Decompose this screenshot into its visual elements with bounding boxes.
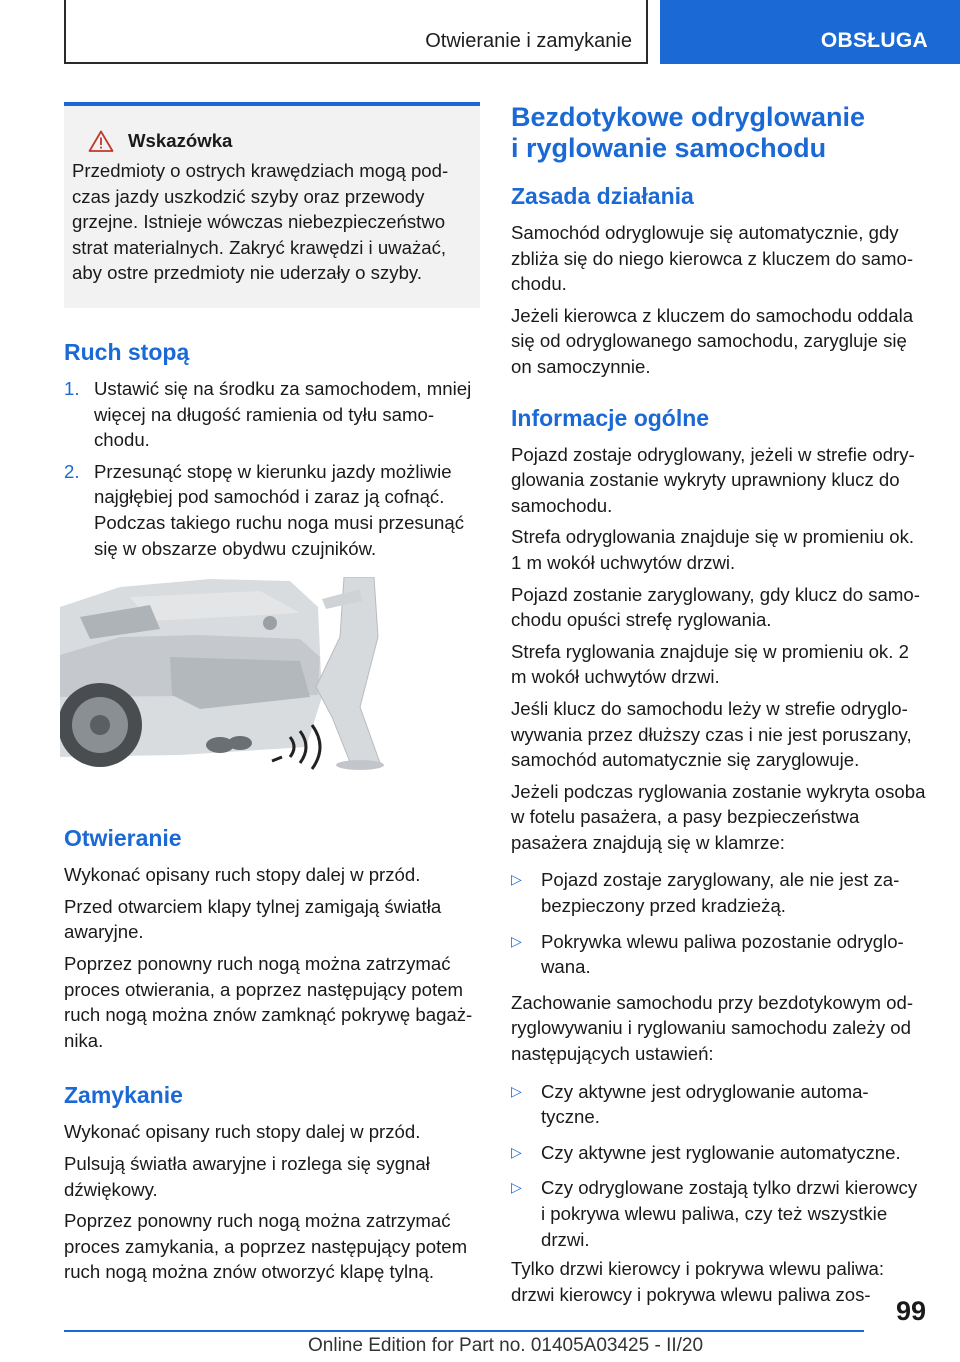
footer-divider (64, 1330, 864, 1332)
heading-zamykanie: Zamykanie (64, 1082, 183, 1109)
heading-informacje: Informacje ogólne (511, 404, 710, 431)
list-item (511, 867, 926, 918)
page-number: 99 (895, 1296, 926, 1326)
step-item (64, 459, 480, 561)
paragraph: Jeżeli kierowca z kluczem do samochodu oddala się od odryglowanego samochodu, zarygluje się on samoczynnie. (511, 304, 914, 377)
triangle-bullet-icon: ▷ (511, 1179, 522, 1196)
triangle-bullet-icon: ▷ (511, 932, 522, 949)
paragraph: Pojazd zostanie zaryglowany, gdy klucz do samo- chodu opuści strefę ryglowania. (511, 583, 920, 631)
paragraph: Jeśli klucz do samochodu leży w strefie odryglo- wywania przez dłuższy czas i nie jest poruszany, samochód automatycznie się zaryglowuje. (511, 697, 912, 771)
header-frame (64, 0, 648, 64)
section-tab-label: OBSŁUGA (820, 29, 928, 52)
section-title: Bezdotykowe odryglowanie i ryglowanie samochodu (511, 102, 866, 163)
right-column (511, 102, 926, 1313)
step-number: 2. (64, 460, 80, 482)
triangle-bullet-icon: ▷ (511, 1082, 522, 1099)
list-item-text: Pokrywka wlewu paliwa pozostanie odryglo- wana. (541, 930, 904, 978)
paragraph: Samochód odryglowuje się automatycznie, gdy zbliża się do niego kierowca z kluczem do samo- chodu. (511, 222, 914, 295)
list-item-text: Pojazd zostaje zaryglowany, ale nie jest za- bezpieczony przed kradzieżą. (541, 869, 900, 917)
warning-title: Wskazówka (128, 130, 233, 151)
paragraph: Pulsują światła awaryjne i rozlega się sygnał dźwiękowy. (64, 1152, 430, 1200)
step-text: Przesunąć stopę w kierunku jazdy możliwie najgłębiej pod samochód i zaraz ją cofnąć. Podczas takiego ruchu noga musi przesunąć się w obszarze obydwu czujników. (94, 460, 465, 559)
list-item (511, 1079, 926, 1130)
list-item (511, 1175, 926, 1252)
list-item (511, 1140, 926, 1166)
warning-box (64, 102, 480, 308)
warning-header (72, 130, 466, 152)
step-number: 1. (64, 378, 80, 399)
list-item-text: Czy odryglowane zostają tylko drzwi kierowcy i pokrywa wlewu paliwa, czy też wszystkie drzwi. (541, 1177, 918, 1250)
paragraph: Wykonać opisany ruch stopy dalej w przód. (64, 864, 421, 886)
warning-text: Przedmioty o ostrych krawędziach mogą pod- czas jazdy uszkodzić szyby oraz przewody grzejne. Istnieje wówczas niebezpieczeństwo strat materialnych. Zakryć krawędzi i uważać, aby ostre przedmioty nie uderzały o szyby. (72, 160, 449, 284)
list-item-text: Czy aktywne jest odryglowanie automa- tyczne. (541, 1080, 869, 1128)
paragraph: Wykonać opisany ruch stopy dalej w przód. (64, 1121, 421, 1143)
paragraph: Tylko drzwi kierowcy i pokrywa wlewu paliwa: drzwi kierowcy i pokrywa wlewu paliwa zos- (511, 1258, 885, 1305)
section-tab[interactable] (660, 0, 960, 64)
kick-sensor-illustration (60, 577, 396, 770)
list-item-text: Czy aktywne jest ryglowanie automatyczne. (541, 1141, 901, 1163)
paragraph: Poprzez ponowny ruch nogą można zatrzymać proces otwierania, a poprzez następujący potem ruch nogą można znów zamknąć pokrywę bagaż- nika. (64, 952, 473, 1051)
step-item (64, 376, 480, 453)
step-text: Ustawić się na środku za samochodem, mniej więcej na długość ramienia od tyłu samo- chodu. (94, 378, 472, 451)
heading-ruch-stopa: Ruch stopą (64, 339, 190, 365)
paragraph: Jeżeli podczas ryglowania zostanie wykryta osoba w fotelu pasażera, a pasy bezpieczeństwa pasażera znajdują się w klamrze: (511, 780, 926, 853)
chapter-title: Otwieranie i zamykanie (425, 30, 632, 52)
warning-triangle-icon (88, 130, 114, 152)
edition-note: Online Edition for Part no. 01405A03425 - II/20 (308, 1335, 704, 1356)
heading-zasada: Zasada działania (511, 183, 694, 209)
paragraph: Strefa odryglowania znajduje się w promieniu ok. 1 m wokół uchwytów drzwi. (511, 526, 915, 573)
paragraph: Przed otwarciem klapy tylnej zamigają światła awaryjne. (64, 895, 442, 943)
paragraph: Strefa ryglowania znajduje się w promieniu ok. 2 m wokół uchwytów drzwi. (511, 640, 909, 688)
left-column (64, 102, 480, 1291)
paragraph: Pojazd zostaje odryglowany, jeżeli w strefie odry- glowania zostanie wykryty uprawniony klucz do samochodu. (511, 443, 915, 516)
triangle-bullet-icon: ▷ (511, 871, 522, 888)
paragraph: Zachowanie samochodu przy bezdotykowym od- ryglowywaniu i ryglowaniu samochodu zależy od następujących ustawień: (511, 991, 914, 1065)
heading-otwieranie: Otwieranie (64, 825, 182, 852)
paragraph: Poprzez ponowny ruch nogą można zatrzymać proces zamykania, a poprzez następujący potem ruch nogą można znów otworzyć klapę tylną. (64, 1210, 468, 1283)
triangle-bullet-icon: ▷ (511, 1143, 522, 1160)
list-item (511, 929, 926, 980)
